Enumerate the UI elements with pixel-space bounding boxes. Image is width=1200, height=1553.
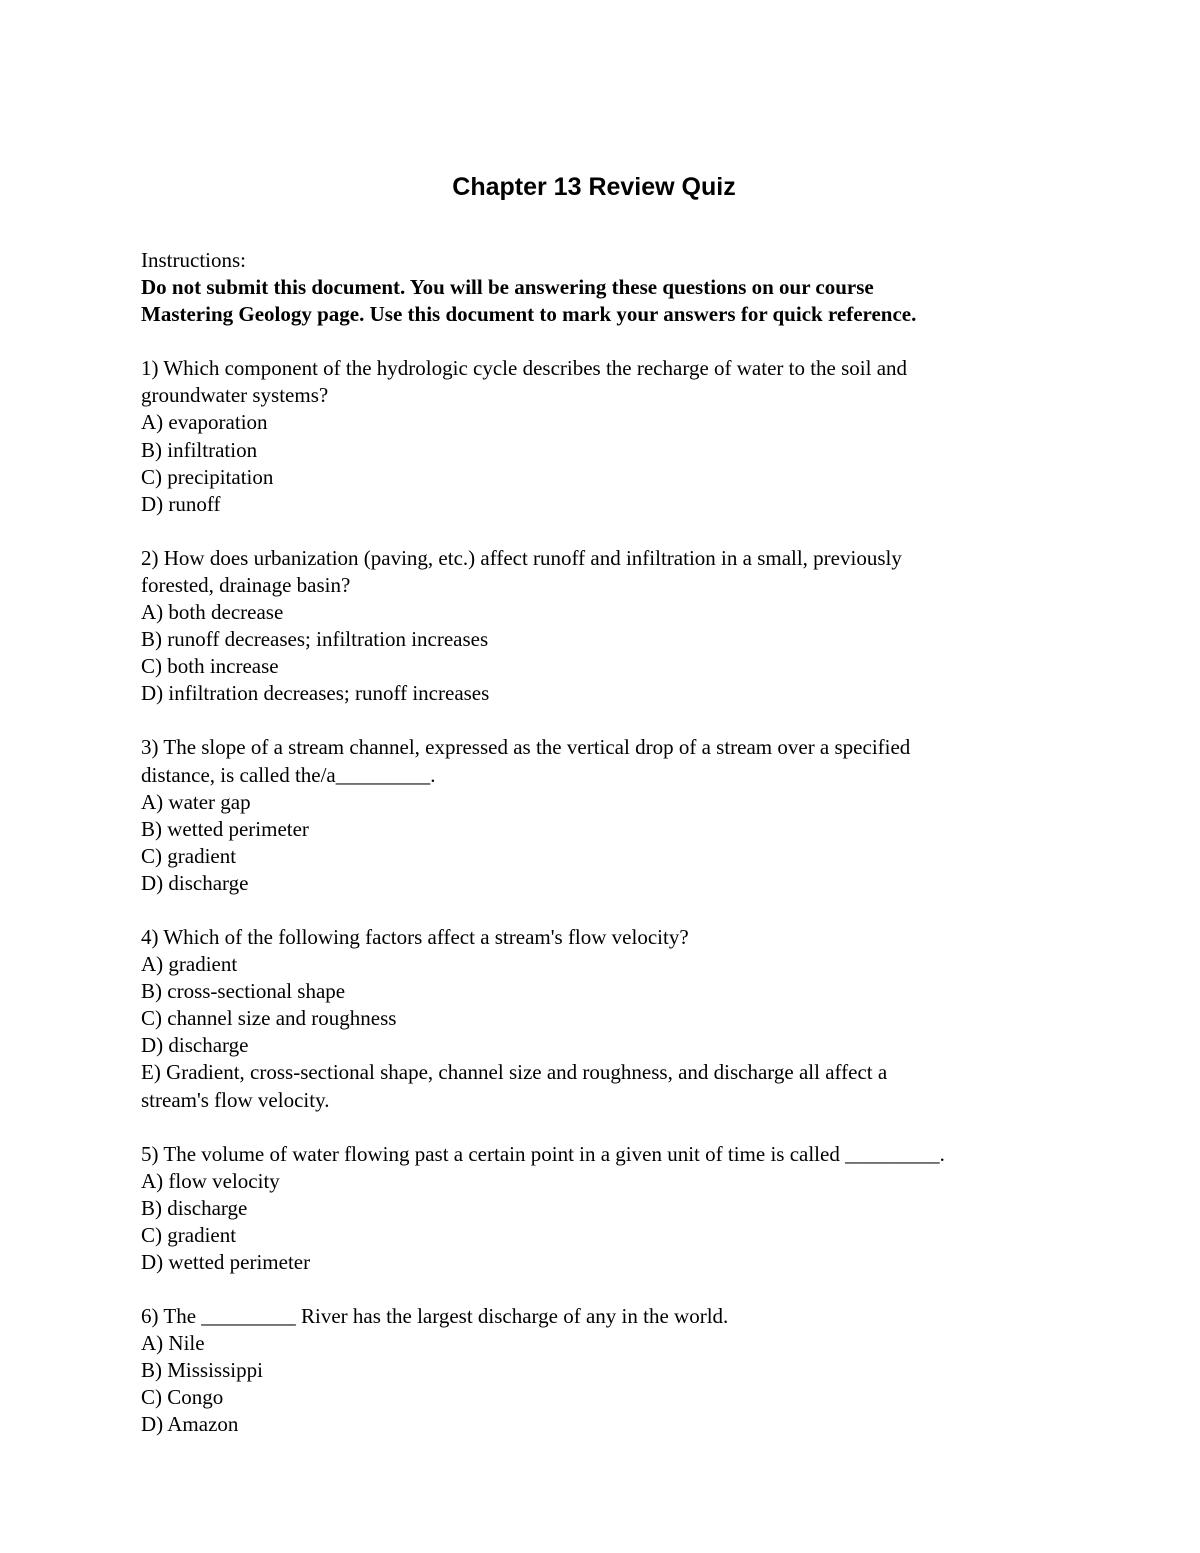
answer-option: D) infiltration decreases; runoff increases (141, 681, 490, 706)
answer-option: B) discharge (141, 1195, 248, 1220)
answer-option: C) channel size and roughness (141, 1006, 397, 1031)
instructions-text (141, 274, 1041, 328)
answer-option: D) runoff (141, 491, 221, 516)
question-text: 4) Which of the following factors affect a stream's flow velocity? (141, 924, 689, 949)
answer-option: A) both decrease (141, 600, 284, 625)
answer-option: B) wetted perimeter (141, 816, 309, 841)
instructions-line: Do not submit this document. You will be answering these questions on our course (141, 275, 874, 300)
answer-option: A) flow velocity (141, 1168, 280, 1193)
answer-option: E) Gradient, cross-sectional shape, channel size and roughness, and discharge all affect a (141, 1060, 888, 1085)
question-1 (141, 355, 1041, 518)
answer-option: B) cross-sectional shape (141, 979, 346, 1004)
answer-option: B) infiltration (141, 437, 258, 462)
answer-option: D) discharge (141, 1033, 249, 1058)
answer-option-continued: stream's flow velocity. (141, 1087, 330, 1112)
answer-option: A) Nile (141, 1331, 205, 1356)
answer-option: A) water gap (141, 789, 251, 814)
answer-option: C) both increase (141, 654, 279, 679)
question-4 (141, 924, 1041, 1114)
answer-option: D) wetted perimeter (141, 1250, 311, 1274)
document-title: Chapter 13 Review Quiz (452, 173, 736, 201)
answer-option: C) Congo (141, 1385, 224, 1410)
answer-option: B) runoff decreases; infiltration increases (141, 627, 489, 652)
instructions-label: Instructions: (141, 248, 246, 272)
answer-option: C) gradient (141, 1222, 237, 1247)
question-6 (141, 1303, 1041, 1438)
answer-option: D) discharge (141, 870, 249, 895)
question-text: distance, is called the/a_________. (141, 762, 436, 787)
question-3 (141, 734, 1041, 897)
instructions-line: Mastering Geology page. Use this document to mark your answers for quick reference. (141, 302, 917, 327)
answer-option: C) precipitation (141, 464, 274, 489)
answer-option: C) gradient (141, 843, 237, 868)
question-text: forested, drainage basin? (141, 572, 351, 597)
answer-option: A) gradient (141, 952, 238, 977)
answer-option: D) Amazon (141, 1412, 239, 1437)
question-text: 1) Which component of the hydrologic cycle describes the recharge of water to the soil and (141, 356, 908, 381)
question-5 (141, 1141, 1041, 1276)
answer-option: A) evaporation (141, 410, 268, 435)
question-text: 2) How does urbanization (paving, etc.) affect runoff and infiltration in a small, previously (141, 545, 902, 570)
question-2 (141, 545, 1041, 708)
question-text: 6) The _________ River has the largest discharge of any in the world. (141, 1304, 729, 1329)
document-page (141, 160, 1041, 1439)
question-text: 3) The slope of a stream channel, expressed as the vertical drop of a stream over a specified (141, 735, 911, 760)
question-text: groundwater systems? (141, 383, 329, 408)
question-text: 5) The volume of water flowing past a certain point in a given unit of time is called _________. (141, 1141, 945, 1166)
answer-option: B) Mississippi (141, 1358, 263, 1383)
